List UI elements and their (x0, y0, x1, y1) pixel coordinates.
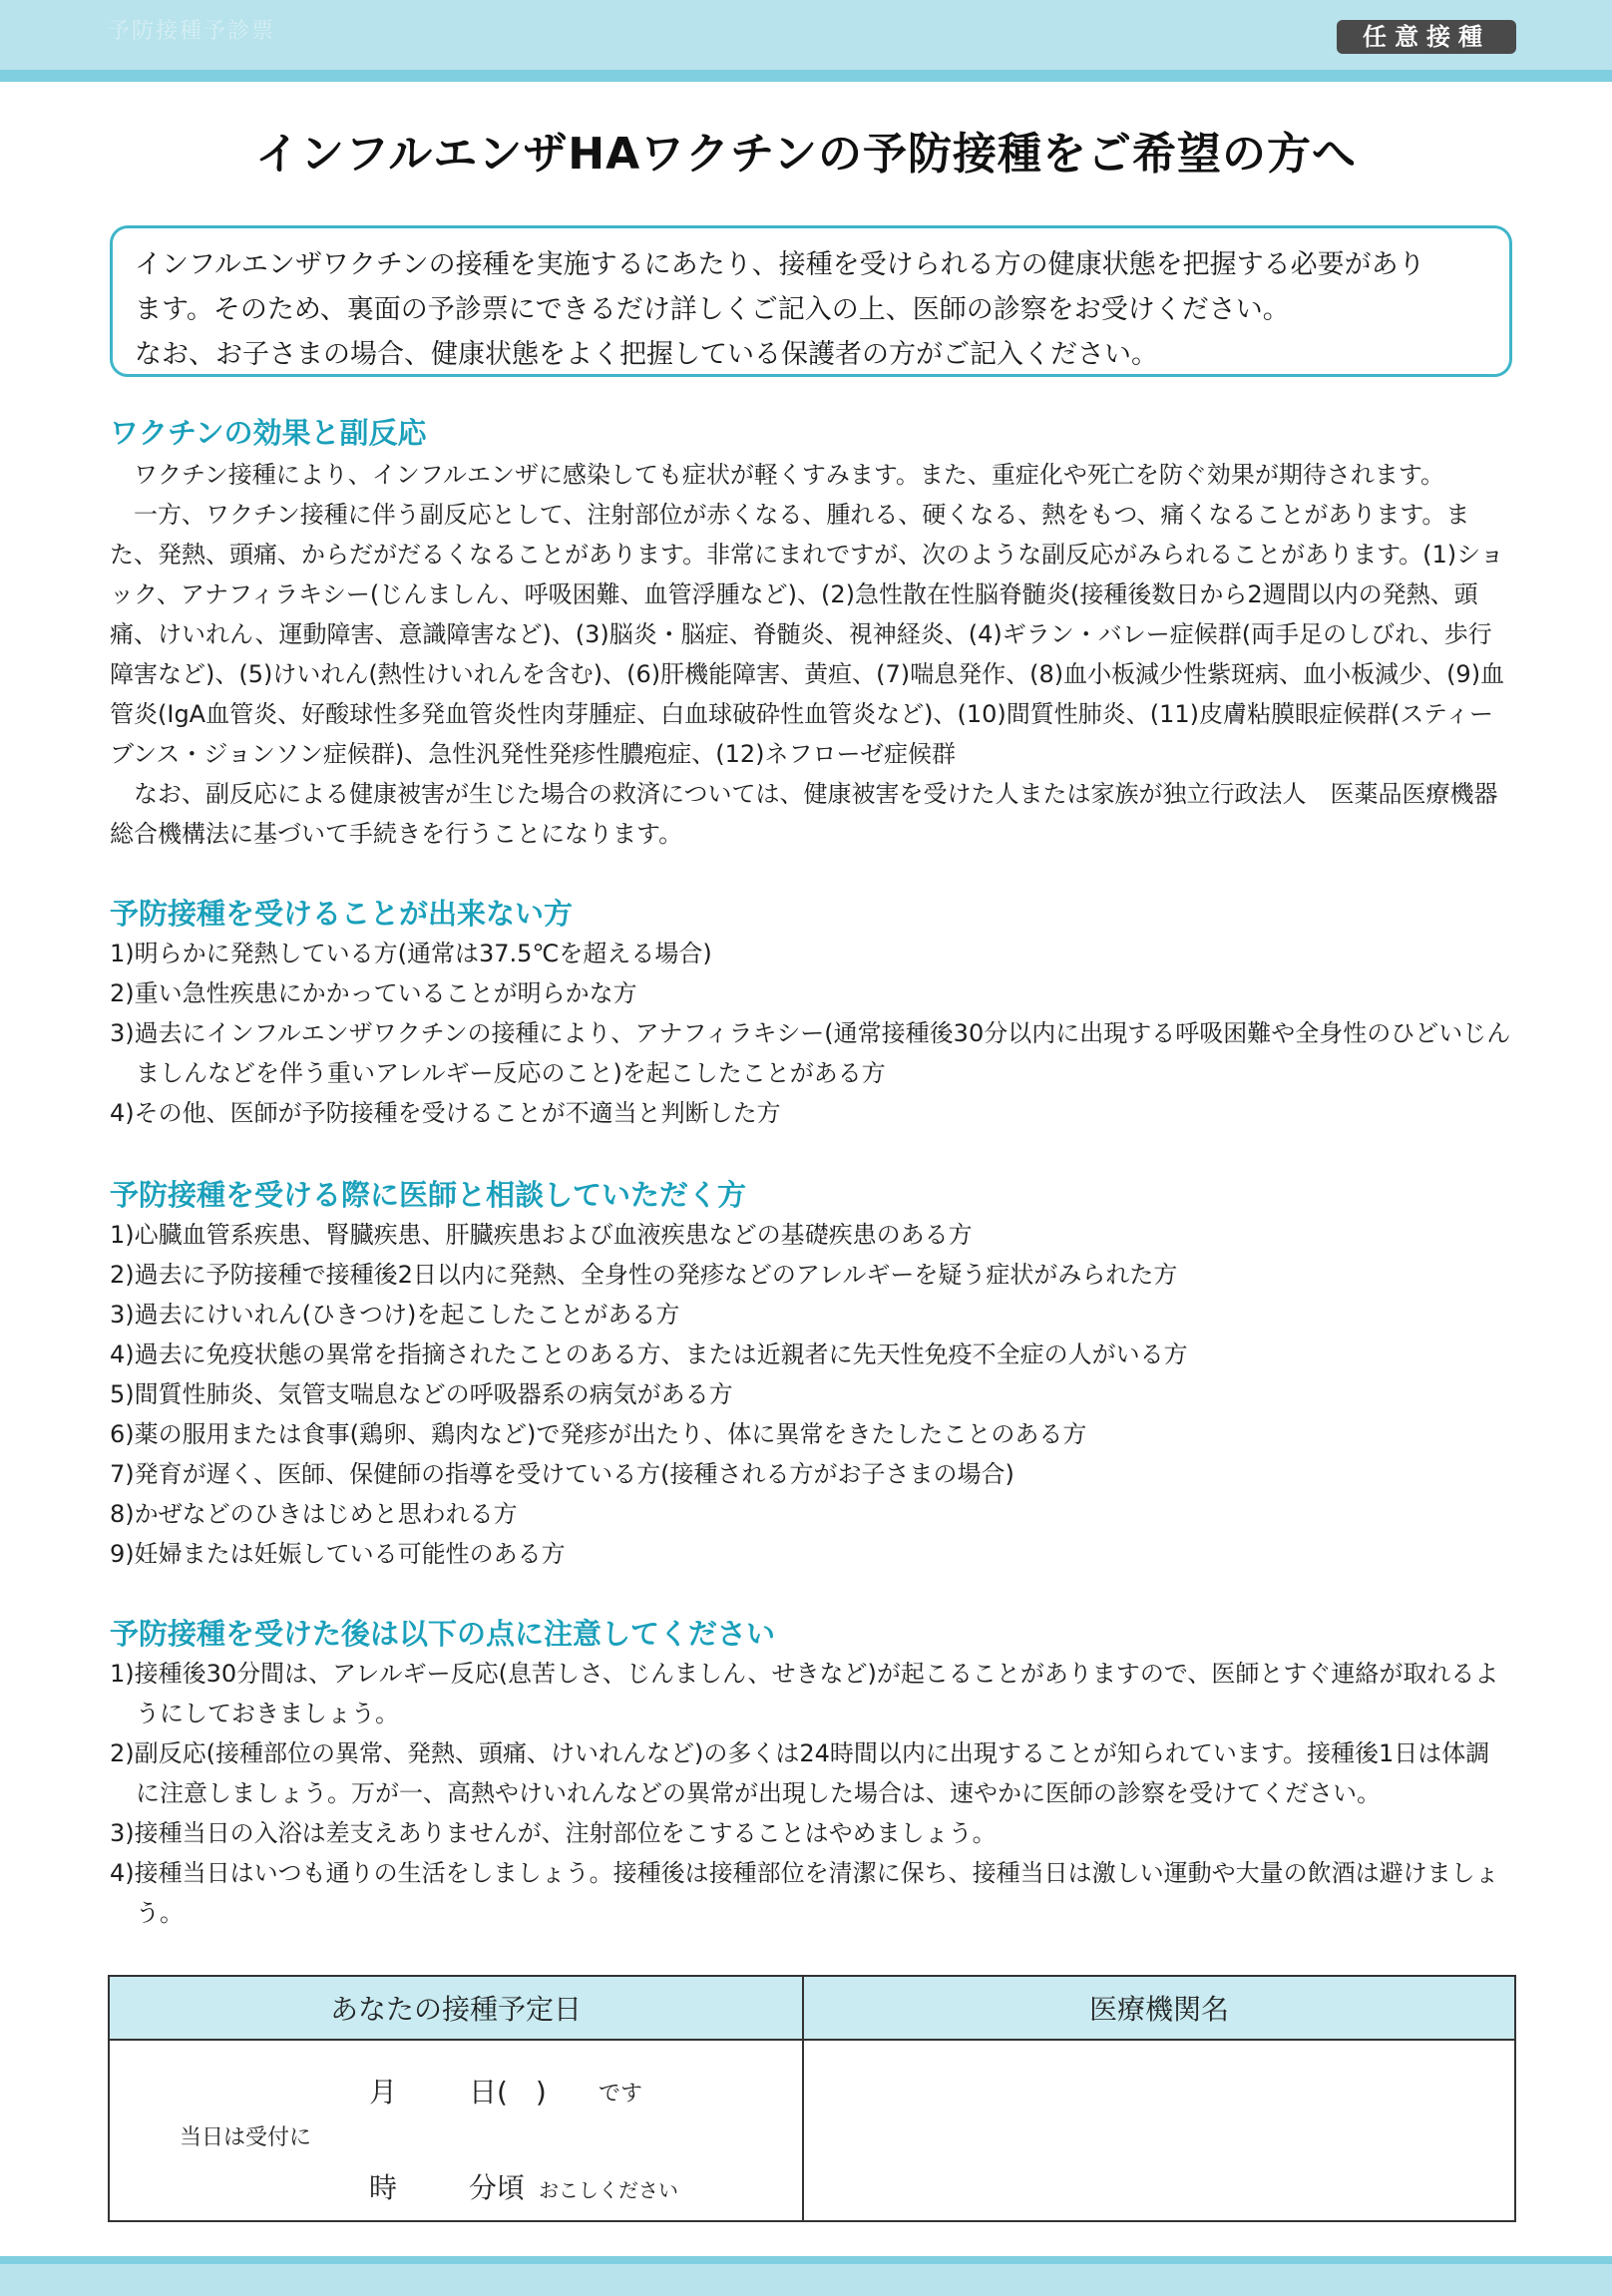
list-item: 3)接種当日の入浴は差支えありませんが、注射部位をこすることはやめましょう。 (110, 1819, 997, 1847)
list-item: 4)過去に免疫状態の異常を指摘されたことのある方、または近親者に先天性免疫不全症の人がいる方 (110, 1340, 1188, 1368)
list-item: 9)妊婦または妊娠している可能性のある方 (110, 1540, 566, 1568)
optional-vaccination-badge: 任意接種 (1337, 20, 1516, 54)
effects-paragraph-1: ワクチン接種により、インフルエンザに感染しても症状が軽くすみます。また、重症化や死亡を防ぐ効果が期待されます。 (134, 461, 1444, 489)
list-item: 2)副反応(接種部位の異常、発熱、頭痛、けいれんなど)の多くは24時間以内に出現することが知られています。接種後1日は体調に注意しましょう。万が一、高熱やけいれんなどの異常が出現した場合は、速やかに医師の診察を受けてください。 (110, 1739, 1490, 1807)
list-item: 2)過去に予防接種で接種後2日以内に発熱、全身性の発疹などのアレルギーを疑う症状がみられた方 (110, 1261, 1178, 1289)
intro-line: なお、お子さまの場合、健康状態をよく把握している保護者の方がご記入ください。 (135, 339, 1158, 370)
list-item: 2)重い急性疾患にかかっていることが明らかな方 (110, 979, 637, 1007)
intro-line: ます。そのため、裏面の予診票にできるだけ詳しくご記入の上、医師の診察をお受けください。 (135, 294, 1290, 325)
after-title: 予防接種を受けた後は以下の点に注意してください (110, 1617, 776, 1651)
list-item: 3)過去にけいれん(ひきつけ)を起こしたことがある方 (110, 1301, 680, 1329)
minute-label: 分頃 (469, 2171, 526, 2204)
scheduled-date-header: あなたの接種予定日 (109, 1976, 803, 2040)
consult-list (110, 1215, 1512, 1574)
come-label: おこしください (539, 2178, 678, 2202)
intro-line: インフルエンザワクチンの接種を実施するにあたり、接種を受けられる方の健康状態を把握する必要があり (135, 249, 1425, 280)
list-item: 3)過去にインフルエンザワクチンの接種により、アナフィラキシー(通常接種後30分以内に出現する呼吸困難や全身性のひどいじんましんなどを伴う重いアレルギー反応のこと)を起こしたことがある方 (110, 1019, 1511, 1087)
month-label: 月 (369, 2076, 398, 2108)
list-item: 1)接種後30分間は、アレルギー反応(息苦しさ、じんましん、せきなど)が起こることがありますので、医師とすぐ連絡が取れるようにしておきましょう。 (110, 1660, 1499, 1727)
cannot-list (110, 934, 1512, 1133)
bottom-stripe (0, 2256, 1612, 2264)
list-item: 7)発育が遅く、医師、保健師の指導を受けている方(接種される方がお子さまの場合) (110, 1460, 1014, 1488)
clinic-name-cell[interactable] (803, 2040, 1515, 2221)
effects-title: ワクチンの効果と副反応 (110, 416, 427, 450)
effects-paragraph-3: なお、副反応による健康被害が生じた場合の救済については、健康被害を受けた人または家族が独立行政法人 医薬品医療機器総合機構法に基づいて手続きを行うことになります。 (110, 780, 1498, 848)
list-item: 1)明らかに発熱している方(通常は37.5℃を超える場合) (110, 940, 712, 967)
list-item: 4)接種当日はいつも通りの生活をしましょう。接種後は接種部位を清潔に保ち、接種当日は激しい運動や大量の飲酒は避けましょう。 (110, 1859, 1499, 1927)
page-title: インフルエンザHAワクチンの予防接種をご希望の方へ (255, 129, 1357, 180)
list-item: 5)間質性肺炎、気管支喘息などの呼吸器系の病気がある方 (110, 1380, 733, 1408)
desu-label: です (599, 2082, 643, 2106)
list-item: 4)その他、医師が予防接種を受けることが不適当と判断した方 (110, 1099, 781, 1127)
list-item: 1)心臓血管系疾患、腎臓疾患、肝臓疾患および血液疾患などの基礎疾患のある方 (110, 1221, 973, 1249)
hour-label: 時 (369, 2171, 398, 2204)
header-faded-text: 予防接種予診票 (108, 19, 276, 44)
bottom-band (0, 2256, 1612, 2296)
scheduled-date-cell[interactable] (109, 2040, 803, 2221)
schedule-table (108, 1975, 1516, 2222)
clinic-name-header: 医療機関名 (803, 1976, 1515, 2040)
list-item: 8)かぜなどのひきはじめと思われる方 (110, 1500, 518, 1528)
top-stripe (0, 70, 1612, 82)
cannot-title: 予防接種を受けることが出来ない方 (110, 897, 574, 931)
after-list (110, 1654, 1512, 1933)
effects-paragraph-2: 一方、ワクチン接種に伴う副反応として、注射部位が赤くなる、腫れる、硬くなる、熱をもつ、痛くなることがあります。また、発熱、頭痛、からだがだるくなることがあります。非常にまれですが、次のような副反応がみられることがあります。(1)ショック、アナフィラキシー(じんましん、呼吸困難、血管浮腫など)、(2)急性散在性脳脊髄炎(接種後数日から2週間以内の発熱、頭痛、けいれん、運動障害、意識障害など)、(3)脳炎・脳症、脊髄炎、視神経炎、(4)ギラン・バレー症候群(両手足のしびれ、歩行障害など)、(5)けいれん(熱性けいれんを含む)、(6)肝機能障害、黄疸、(7)喘息発作、(8)血小板減少性紫斑病、血小板減少、(9)血管炎(IgA血管炎、好酸球性多発血管炎性肉芽腫症、白血球破砕性血管炎など)、(10)間質性肺炎、(11)皮膚粘膜眼症候群(スティーブンス・ジョンソン症候群)、急性汎発性発疹性膿疱症、(12)ネフローゼ症候群 (110, 501, 1505, 768)
consult-title: 予防接種を受ける際に医師と相談していただく方 (110, 1178, 747, 1212)
list-item: 6)薬の服用または食事(鶏卵、鶏肉など)で発疹が出たり、体に異常をきたしたことのある方 (110, 1420, 1087, 1448)
day-label: 日( ) (469, 2076, 547, 2108)
reception-label: 当日は受付に (180, 2125, 312, 2150)
intro-box (110, 225, 1512, 377)
